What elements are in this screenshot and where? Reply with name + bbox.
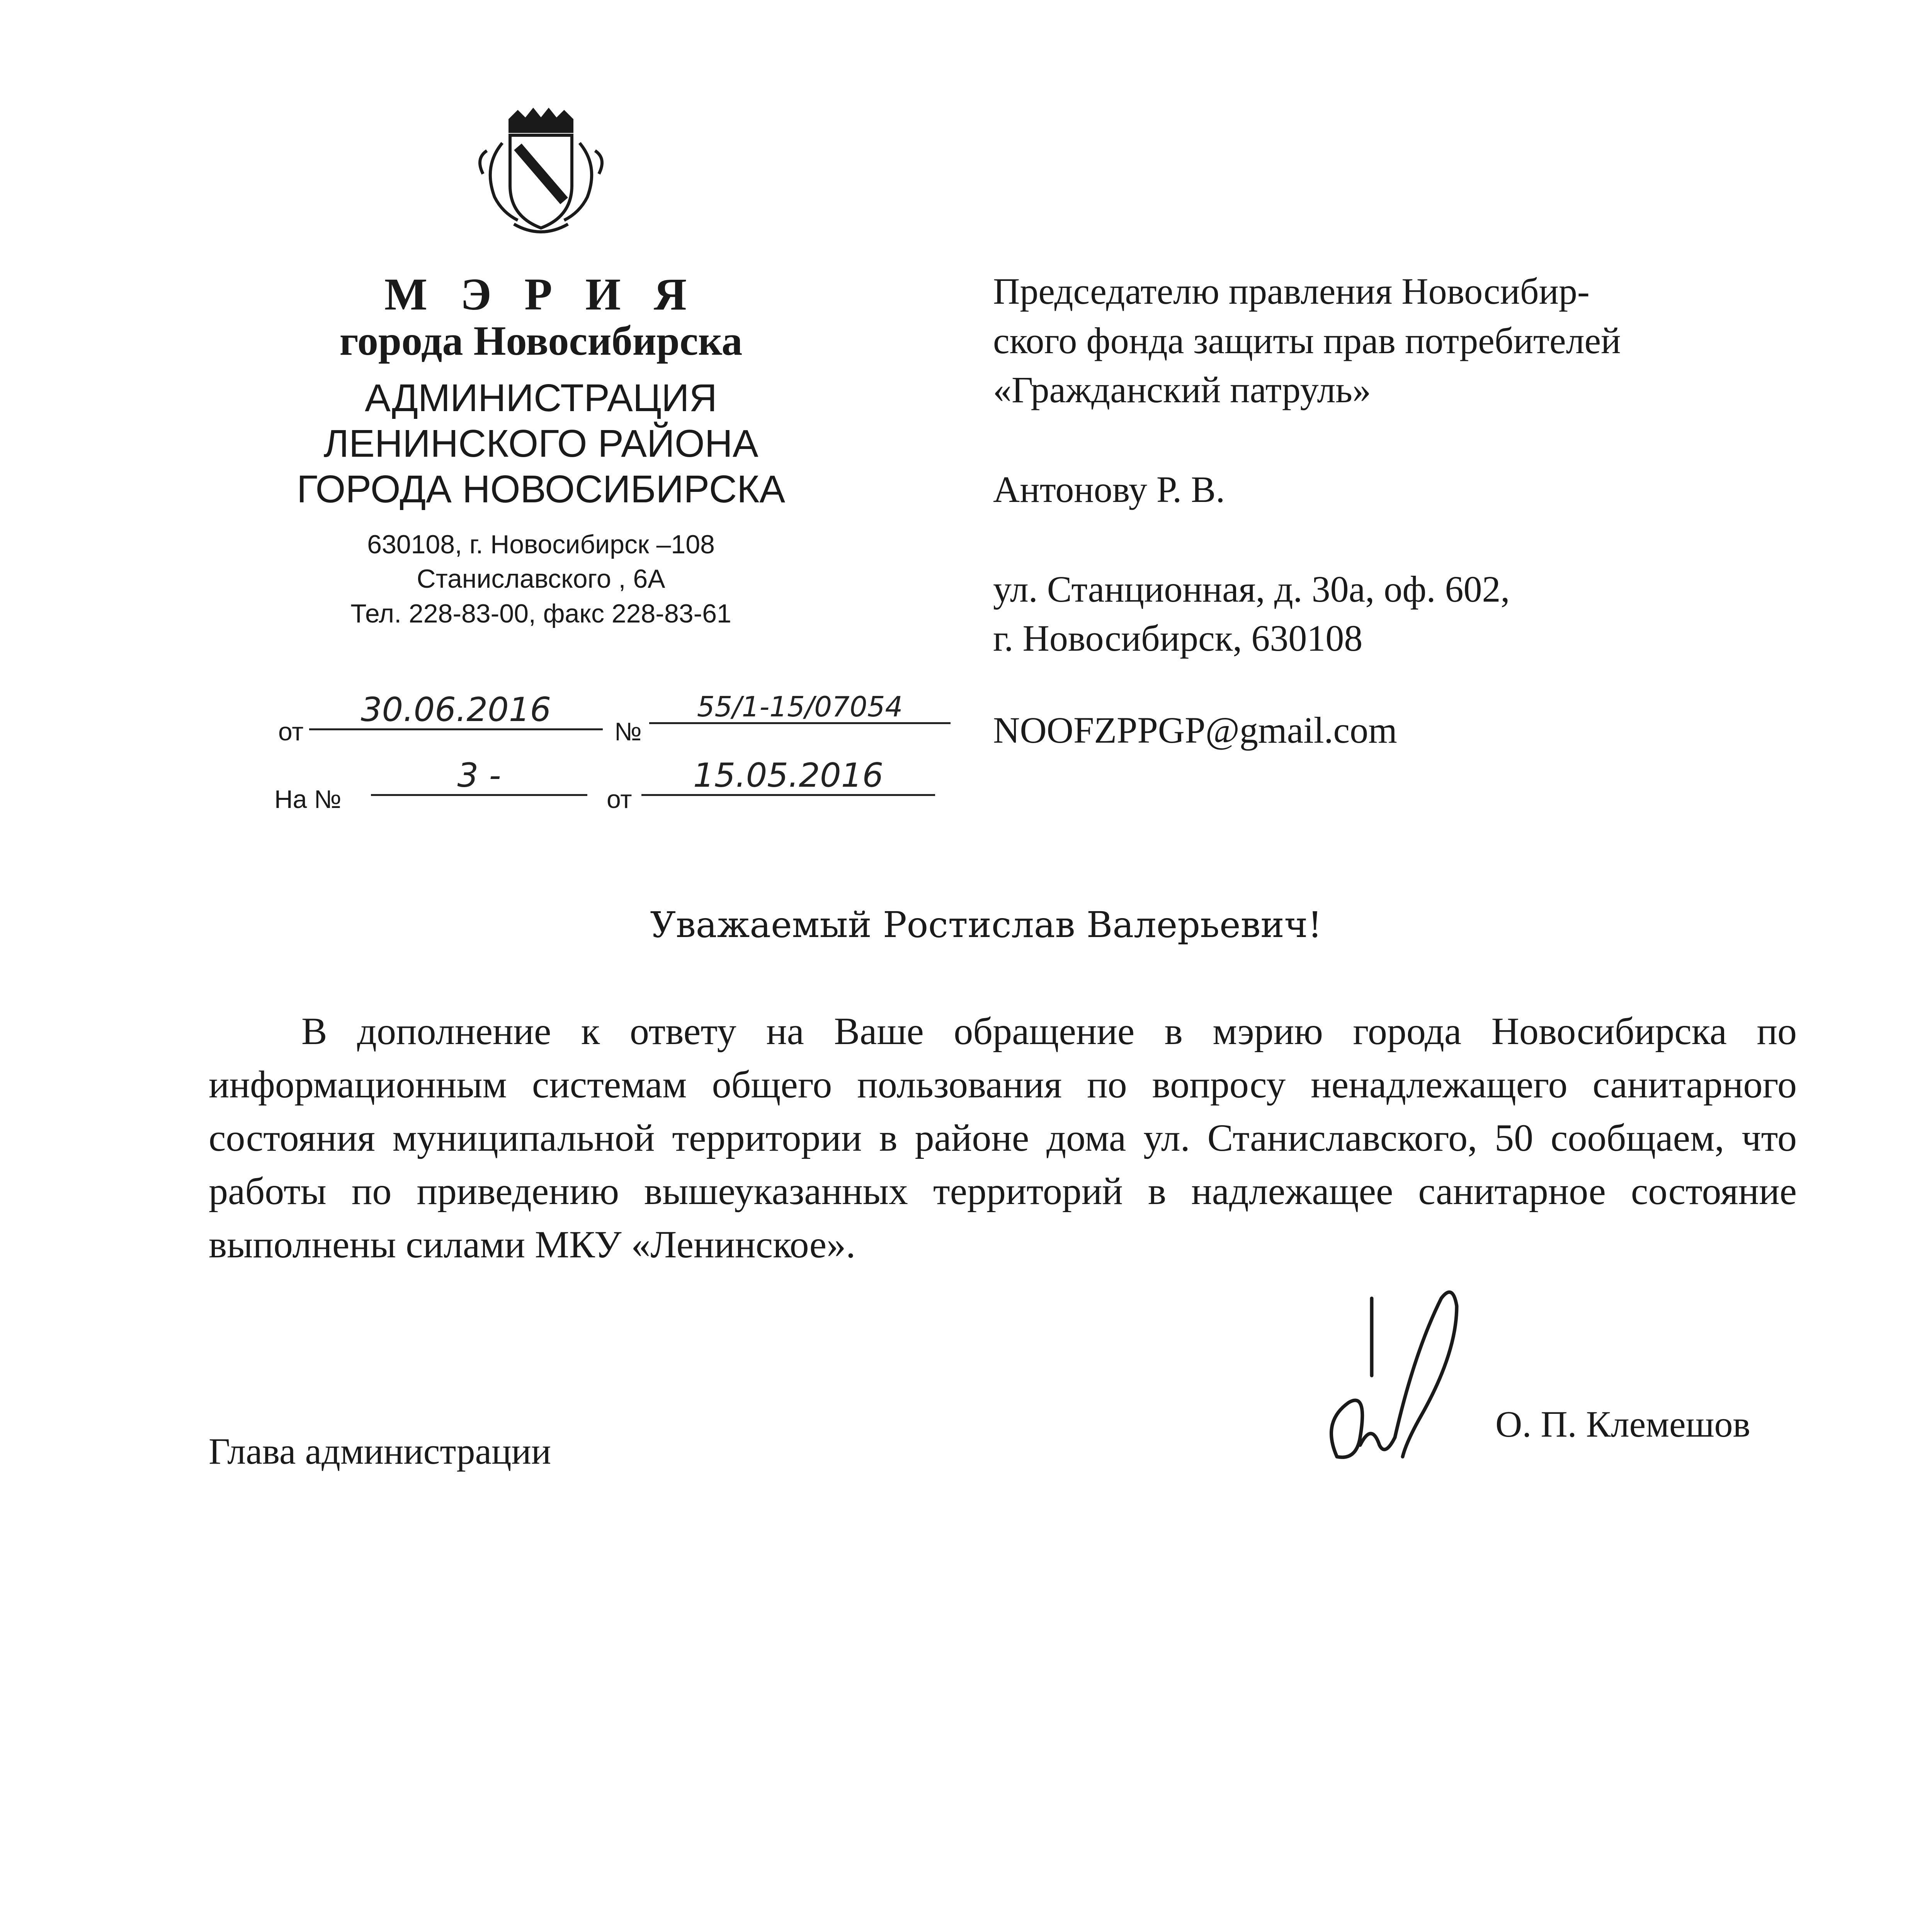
administration-title [216,375,866,512]
admin-line: ЛЕНИНСКОГО РАЙОНА [323,422,759,465]
reply-from-label: от [607,785,632,813]
handwritten-signature [1314,1275,1515,1476]
recipient-address-line: ул. Станционная, д. 30а, оф. 602, [993,568,1510,610]
coat-of-arms-icon [460,104,622,243]
reply-date: 15.05.2016 [641,757,935,796]
address-line: Тел. 228-83-00, факс 228-83-61 [350,599,731,629]
greeting: Уважаемый Ростислав Валерьевич! [650,904,1322,946]
reply-label: На № [274,785,342,813]
signatory-name: О. П. Клемешов [1495,1403,1750,1445]
admin-line: АДМИНИСТРАЦИЯ [365,376,717,420]
recipient-line: Председателю правления Новосибир- [993,270,1590,312]
reply-number: 3 - [371,757,587,796]
sender-address [216,527,866,631]
address-line: 630108, г. Новосибирск –108 [367,529,715,559]
admin-line: ГОРОДА НОВОСИБИРСКА [296,467,786,511]
recipient-block [993,267,1843,755]
recipient-address-line: г. Новосибирск, 630108 [993,617,1363,659]
recipient-email: NOOFZPPGP@gmail.com [993,709,1397,751]
letter-body: В дополнение к ответу на Ваше обращение в мэрию города Новосибирска по информационным системам общего пользования по вопросу ненадлежащего санитарного состояния муниципальной территории в районе дома ул. Станиславского, 50 сообщаем, что работы по приведению вышеуказанных территорий в надлежащее санитарное состояние выполнены силами МКУ «Ленинское». [209,1010,1797,1266]
sender-block [216,104,866,631]
recipient-name: Антонову Р. В. [993,469,1225,510]
outgoing-date: 30.06.2016 [309,692,603,730]
recipient-line: ского фонда защиты прав потребителей [993,320,1621,361]
number-label: № [614,717,642,746]
address-line: Станиславского , 6А [417,564,665,594]
outgoing-number: 55/1-15/07054 [649,692,951,724]
mayor-title: М Э Р И Я [384,269,698,320]
city-title: города Новосибирска [339,318,743,364]
recipient-line: «Гражданский патруль» [993,369,1371,411]
from-label: от [278,717,304,746]
signatory-position: Глава администрации [209,1430,551,1472]
